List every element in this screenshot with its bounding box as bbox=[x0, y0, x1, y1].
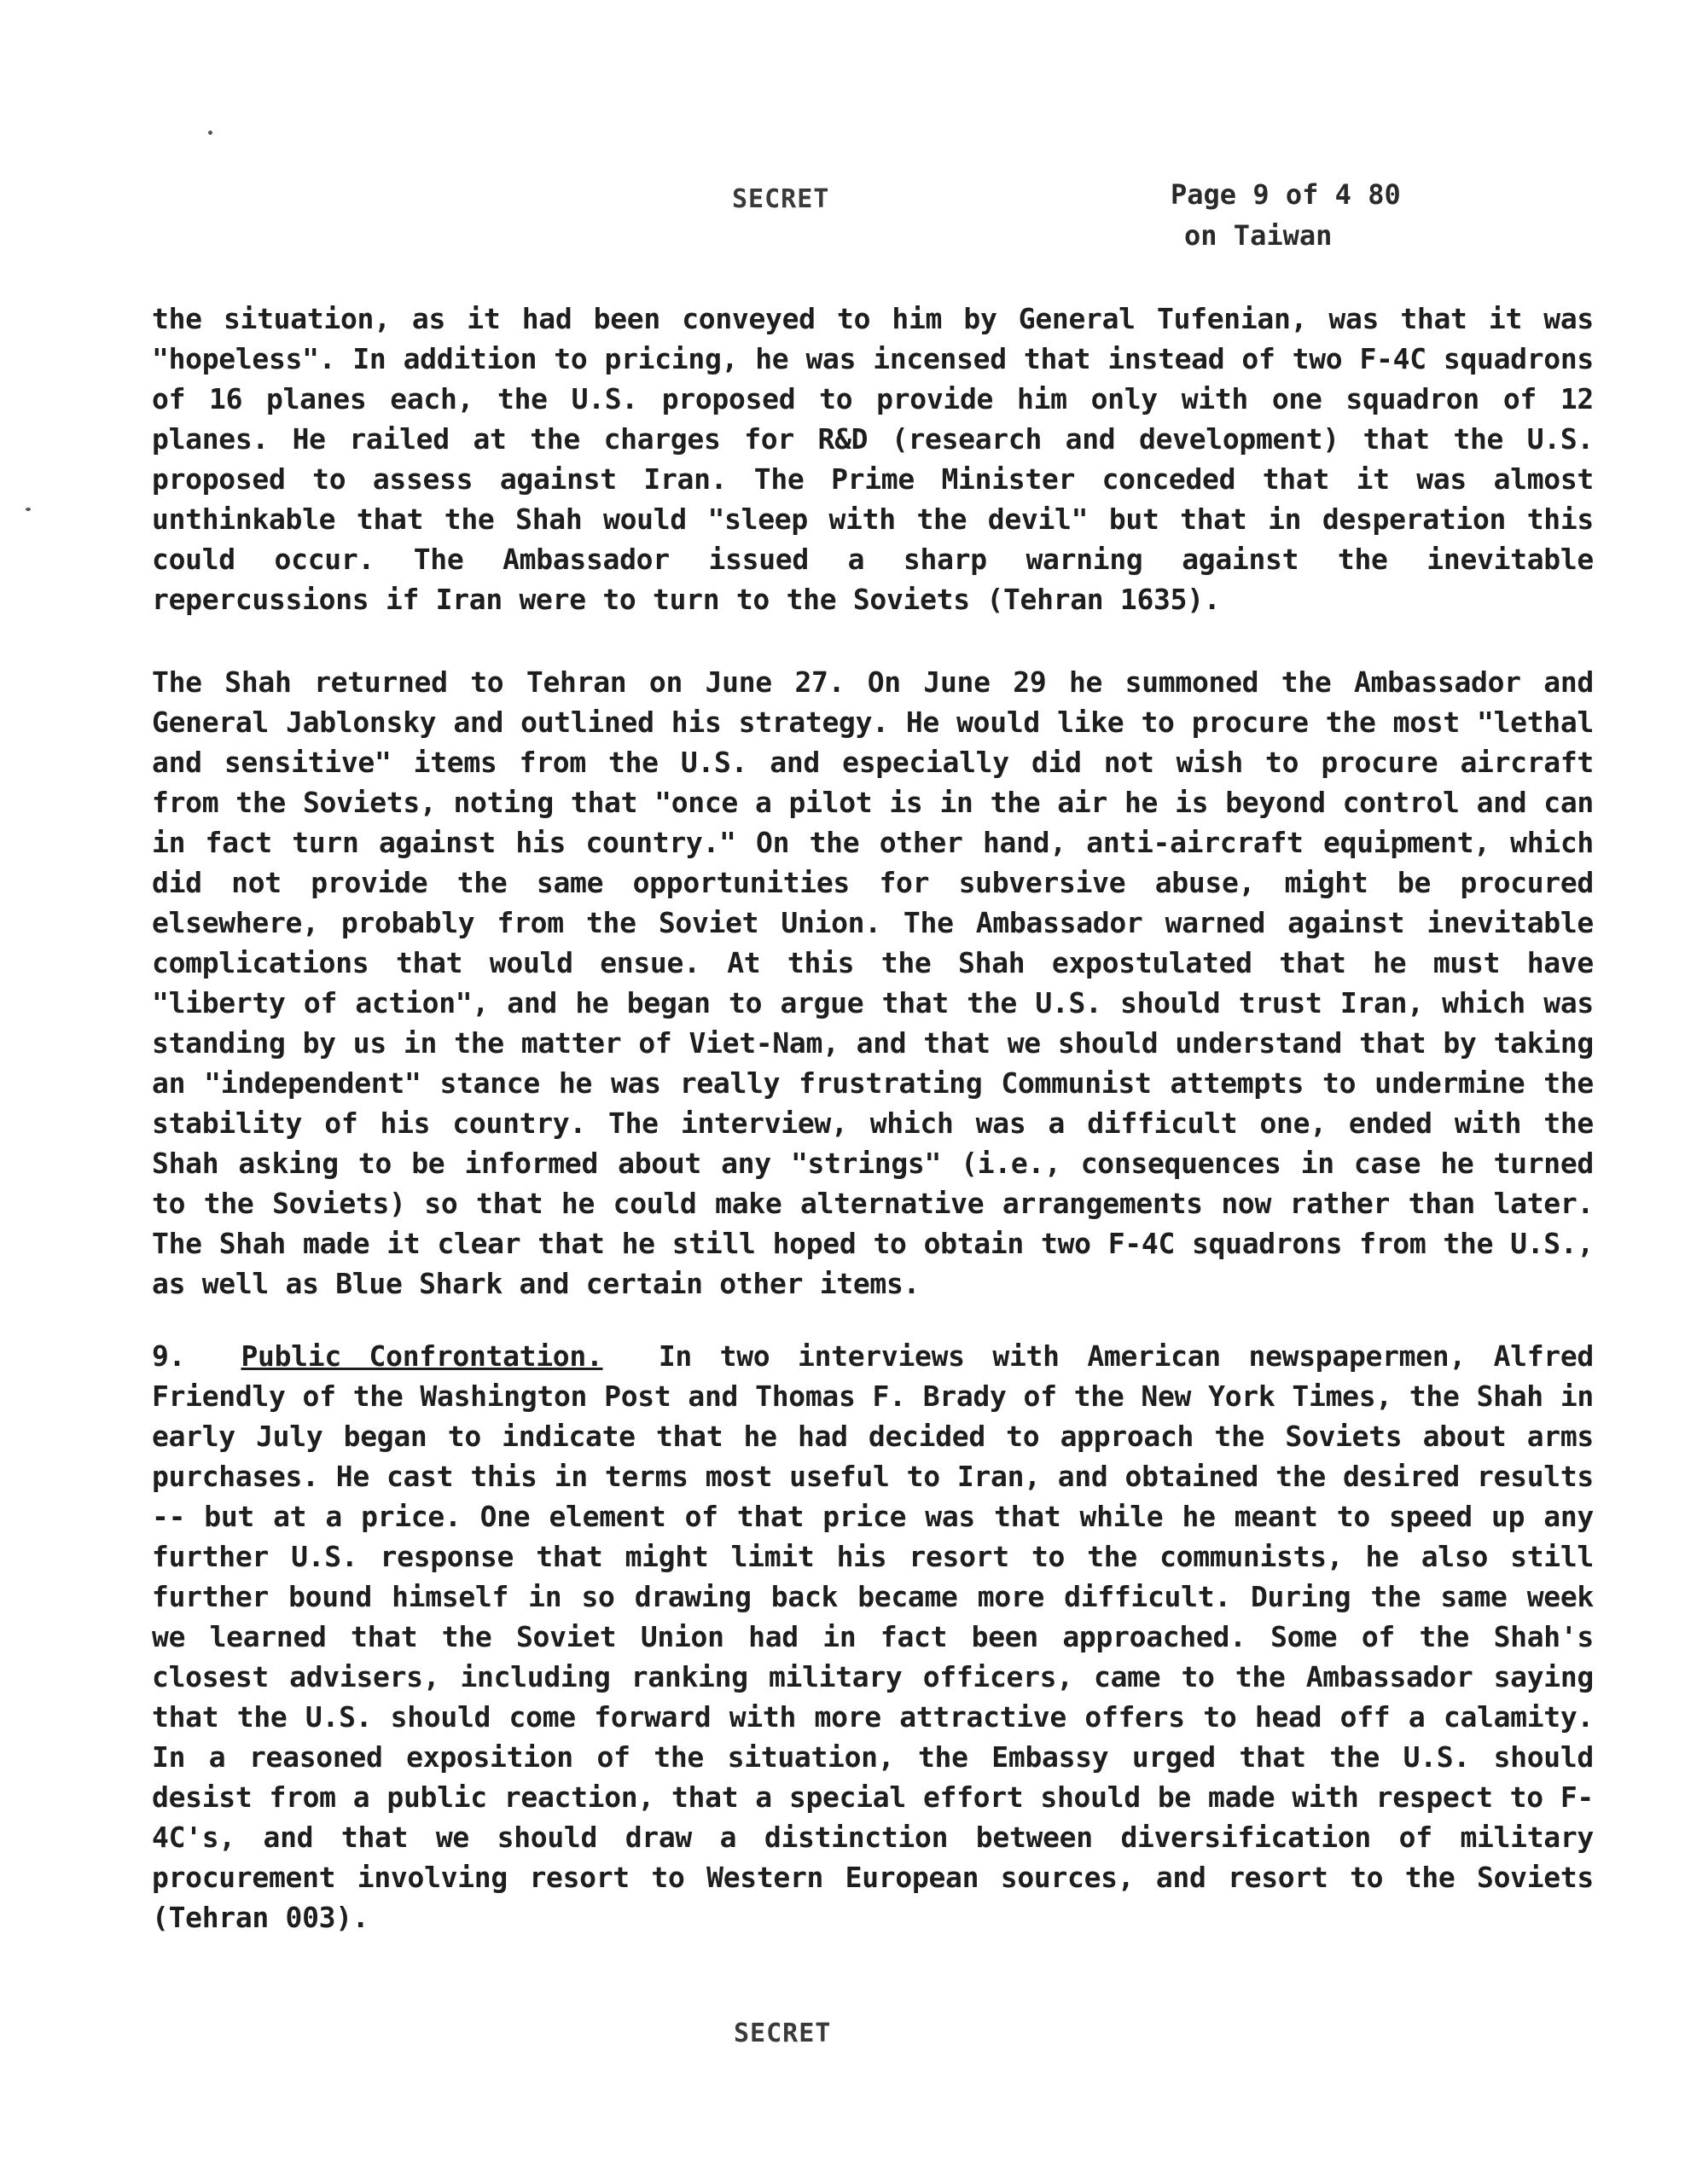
page-number-line: Page 9 of 4 80 bbox=[1171, 178, 1401, 211]
bottom-classification-marking: SECRET bbox=[734, 2018, 832, 2048]
top-classification-marking: SECRET bbox=[732, 184, 830, 214]
paragraph-text: In two interviews with American newspapermen, Alfred Friendly of the Washington Post and Thomas F. Brady of the New York Times, the Shah in early July began to indicate that he had decided to approach the Soviets about arms purchases. He cast this in terms most useful to Iran, and obtained the desired results -- but at a price. One element of that price was that while he meant to speed up any further U.S. response that might limit his resort to the communists, he also still further bound himself in so drawing back became more difficult. During the same week we learned that the Soviet Union had in fact been approached. Some of the Shah's closest advisers, including ranking military officers, came to the Ambassador saying that the U.S. should come forward with more attractive offers to head off a calamity. In a reasoned exposition of the situation, the Embassy urged that the U.S. should desist from a public reaction, that a special effort should be made with respect to F-4C's, and that we should draw a distinction between diversification of military procurement involving resort to Western European sources, and resort to the Soviets (Tehran 003). bbox=[152, 1339, 1594, 1934]
paragraph-number: 9. bbox=[152, 1339, 186, 1373]
paragraph-heading: Public Confrontation. bbox=[241, 1339, 603, 1373]
scan-speck bbox=[208, 131, 212, 135]
page-reference bbox=[1171, 174, 1401, 256]
body-paragraph-3 bbox=[152, 1336, 1594, 1937]
document-subject-line: on Taiwan bbox=[1184, 219, 1333, 252]
body-paragraph-1: the situation, as it had been conveyed to him by General Tufenian, was that it was "hopeless". In addition to pricing, he was incensed that instead of two F-4C squadrons of 16 planes each, the U.S. proposed to provide him only with one squadron of 12 planes. He railed at the charges for R&D (research and development) that the U.S. proposed to assess against Iran. The Prime Minister conceded that it was almost unthinkable that the Shah would "sleep with the devil" but that in desperation this could occur. The Ambassador issued a sharp warning against the inevitable repercussions if Iran were to turn to the Soviets (Tehran 1635). bbox=[152, 302, 1594, 616]
scan-speck bbox=[26, 508, 31, 511]
body-paragraph-2: The Shah returned to Tehran on June 27. On June 29 he summoned the Ambassador and General Jablonsky and outlined his strategy. He would like to procure the most "lethal and sensitive" items from the U.S. and especially did not wish to procure aircraft from the Soviets, noting that "once a pilot is in the air he is beyond control and can in fact turn against his country." On the other hand, anti-aircraft equipment, which did not provide the same opportunities for subversive abuse, might be procured elsewhere, probably from the Soviet Union. The Ambassador warned against inevitable complications that would ensue. At this the Shah expostulated that he must have "liberty of action", and he began to argue that the U.S. should trust Iran, which was standing by us in the matter of Viet-Nam, and that we should understand that by taking an "independent" stance he was really frustrating Communist attempts to undermine the stability of his country. The interview, which was a difficult one, ended with the Shah asking to be informed about any "strings" (i.e., consequences in case he turned to the Soviets) so that he could make alternative arrangements now rather than later. The Shah made it clear that he still hoped to obtain two F-4C squadrons from the U.S., as well as Blue Shark and certain other items. bbox=[152, 665, 1594, 1300]
